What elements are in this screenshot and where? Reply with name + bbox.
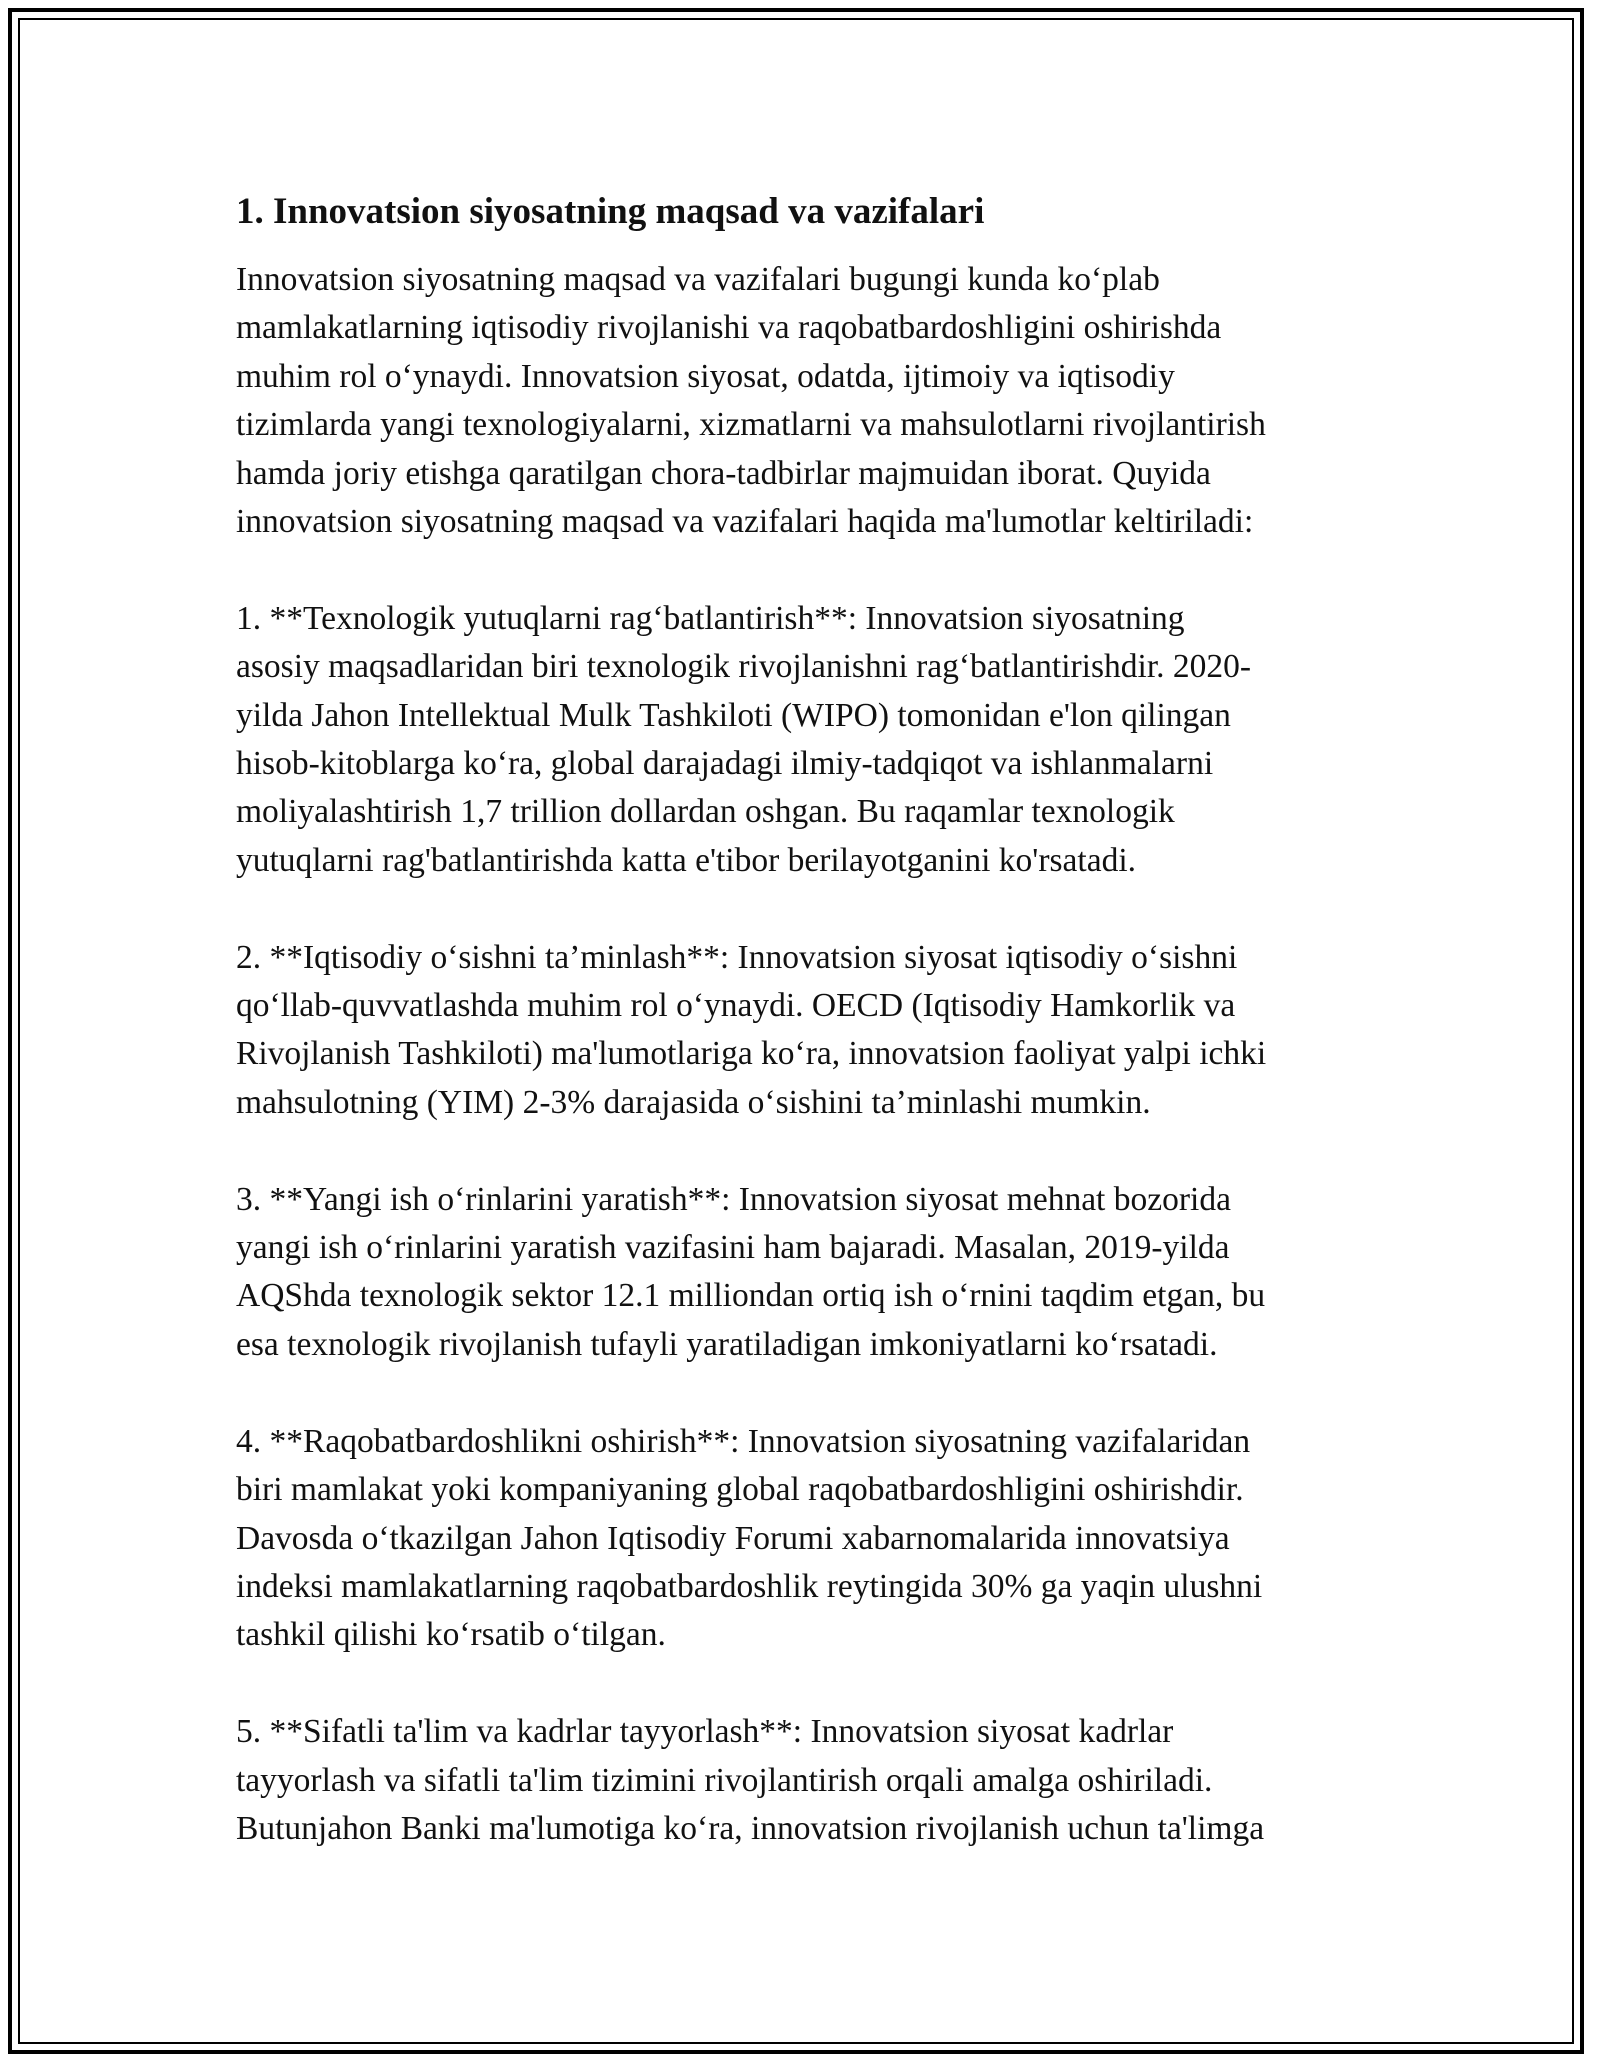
text-line: 2. **Iqtisodiy o‘sishni ta’minlash**: Innovatsion siyosat iqtisodiy o‘sishni [236, 938, 1238, 976]
text-line: tayyorlash va sifatli ta'lim tizimini rivojlantirish orqali amalga oshiriladi. [236, 1761, 1213, 1799]
text-line: hisob-kitoblarga ko‘ra, global darajadagi ilmiy-tadqiqot va ishlanmalarni [236, 745, 1214, 783]
text-line: biri mamlakat yoki kompaniyaning global raqobatbardoshligini oshirishdir. [236, 1471, 1244, 1509]
text-line: 5. **Sifatli ta'lim va kadrlar tayyorlash**: Innovatsion siyosat kadrlar [236, 1713, 1174, 1751]
text-line: mahsulotning (YIM) 2-3% darajasida o‘sishini ta’minlashi mumkin. [236, 1083, 1151, 1121]
text-line: yutuqlarni rag'batlantirishda katta e'tibor berilayotganini ko'rsatadi. [236, 841, 1137, 879]
list-item-paragraph [236, 1418, 1376, 1660]
text-line: AQShda texnologik sektor 12.1 milliondan ortiq ish o‘rnini taqdim etgan, bu [236, 1277, 1266, 1315]
list-item-paragraph [236, 595, 1376, 885]
text-line: yangi ish o‘rinlarini yaratish vazifasini ham bajaradi. Masalan, 2019-yilda [236, 1229, 1230, 1267]
document-body [236, 188, 1376, 1902]
text-line: hamda joriy etishga qaratilgan chora-tadbirlar majmuidan iborat. Quyida [236, 454, 1211, 492]
text-line: asosiy maqsadlaridan biri texnologik rivojlanishni rag‘batlantirishdir. 2020- [236, 648, 1252, 686]
text-line: tizimlarda yangi texnologiyalarni, xizmatlarni va mahsulotlarni rivojlantirish [236, 406, 1266, 444]
text-line: mamlakatlarning iqtisodiy rivojlanishi va raqobatbardoshligini oshirishda [236, 309, 1222, 347]
intro-paragraph [236, 256, 1376, 546]
text-line: qo‘llab-quvvatlashda muhim rol o‘ynaydi. OECD (Iqtisodiy Hamkorlik va [236, 987, 1236, 1025]
text-line: 3. **Yangi ish o‘rinlarini yaratish**: Innovatsion siyosat mehnat bozorida [236, 1180, 1231, 1218]
list-item-paragraph [236, 934, 1376, 1128]
text-line: tashkil qilishi ko‘rsatib o‘tilgan. [236, 1616, 666, 1654]
list-item-paragraph [236, 1176, 1376, 1370]
text-line: indeksi mamlakatlarning raqobatbardoshlik reytingida 30% ga yaqin ulushni [236, 1567, 1263, 1605]
list-item-paragraph [236, 1708, 1376, 1853]
text-line: yilda Jahon Intellektual Mulk Tashkiloti (WIPO) tomonidan e'lon qilingan [236, 696, 1231, 734]
text-line: Rivojlanish Tashkiloti) ma'lumotlariga ko‘ra, innovatsion faoliyat yalpi ichki [236, 1035, 1267, 1073]
text-line: esa texnologik rivojlanish tufayli yaratiladigan imkoniyatlarni ko‘rsatadi. [236, 1325, 1218, 1363]
text-line: 4. **Raqobatbardoshlikni oshirish**: Innovatsion siyosatning vazifalaridan [236, 1422, 1251, 1460]
text-line: 1. **Texnologik yutuqlarni rag‘batlantirish**: Innovatsion siyosatning [236, 599, 1185, 637]
text-line: innovatsion siyosatning maqsad va vazifalari haqida ma'lumotlar keltiriladi: [236, 503, 1254, 541]
text-line: muhim rol o‘ynaydi. Innovatsion siyosat, odatda, ijtimoiy va iqtisodiy [236, 357, 1175, 395]
paragraph-list [236, 256, 1376, 1853]
text-line: Butunjahon Banki ma'lumotiga ko‘ra, innovatsion rivojlanish uchun ta'limga [236, 1809, 1265, 1847]
text-line: Davosda o‘tkazilgan Jahon Iqtisodiy Forumi xabarnomalarida innovatsiya [236, 1519, 1230, 1557]
text-line: moliyalashtirish 1,7 trillion dollardan oshgan. Bu raqamlar texnologik [236, 793, 1175, 831]
text-line: Innovatsion siyosatning maqsad va vazifalari bugungi kunda ko‘plab [236, 261, 1160, 298]
section-heading: 1. Innovatsion siyosatning maqsad va vazifalari [236, 191, 985, 232]
